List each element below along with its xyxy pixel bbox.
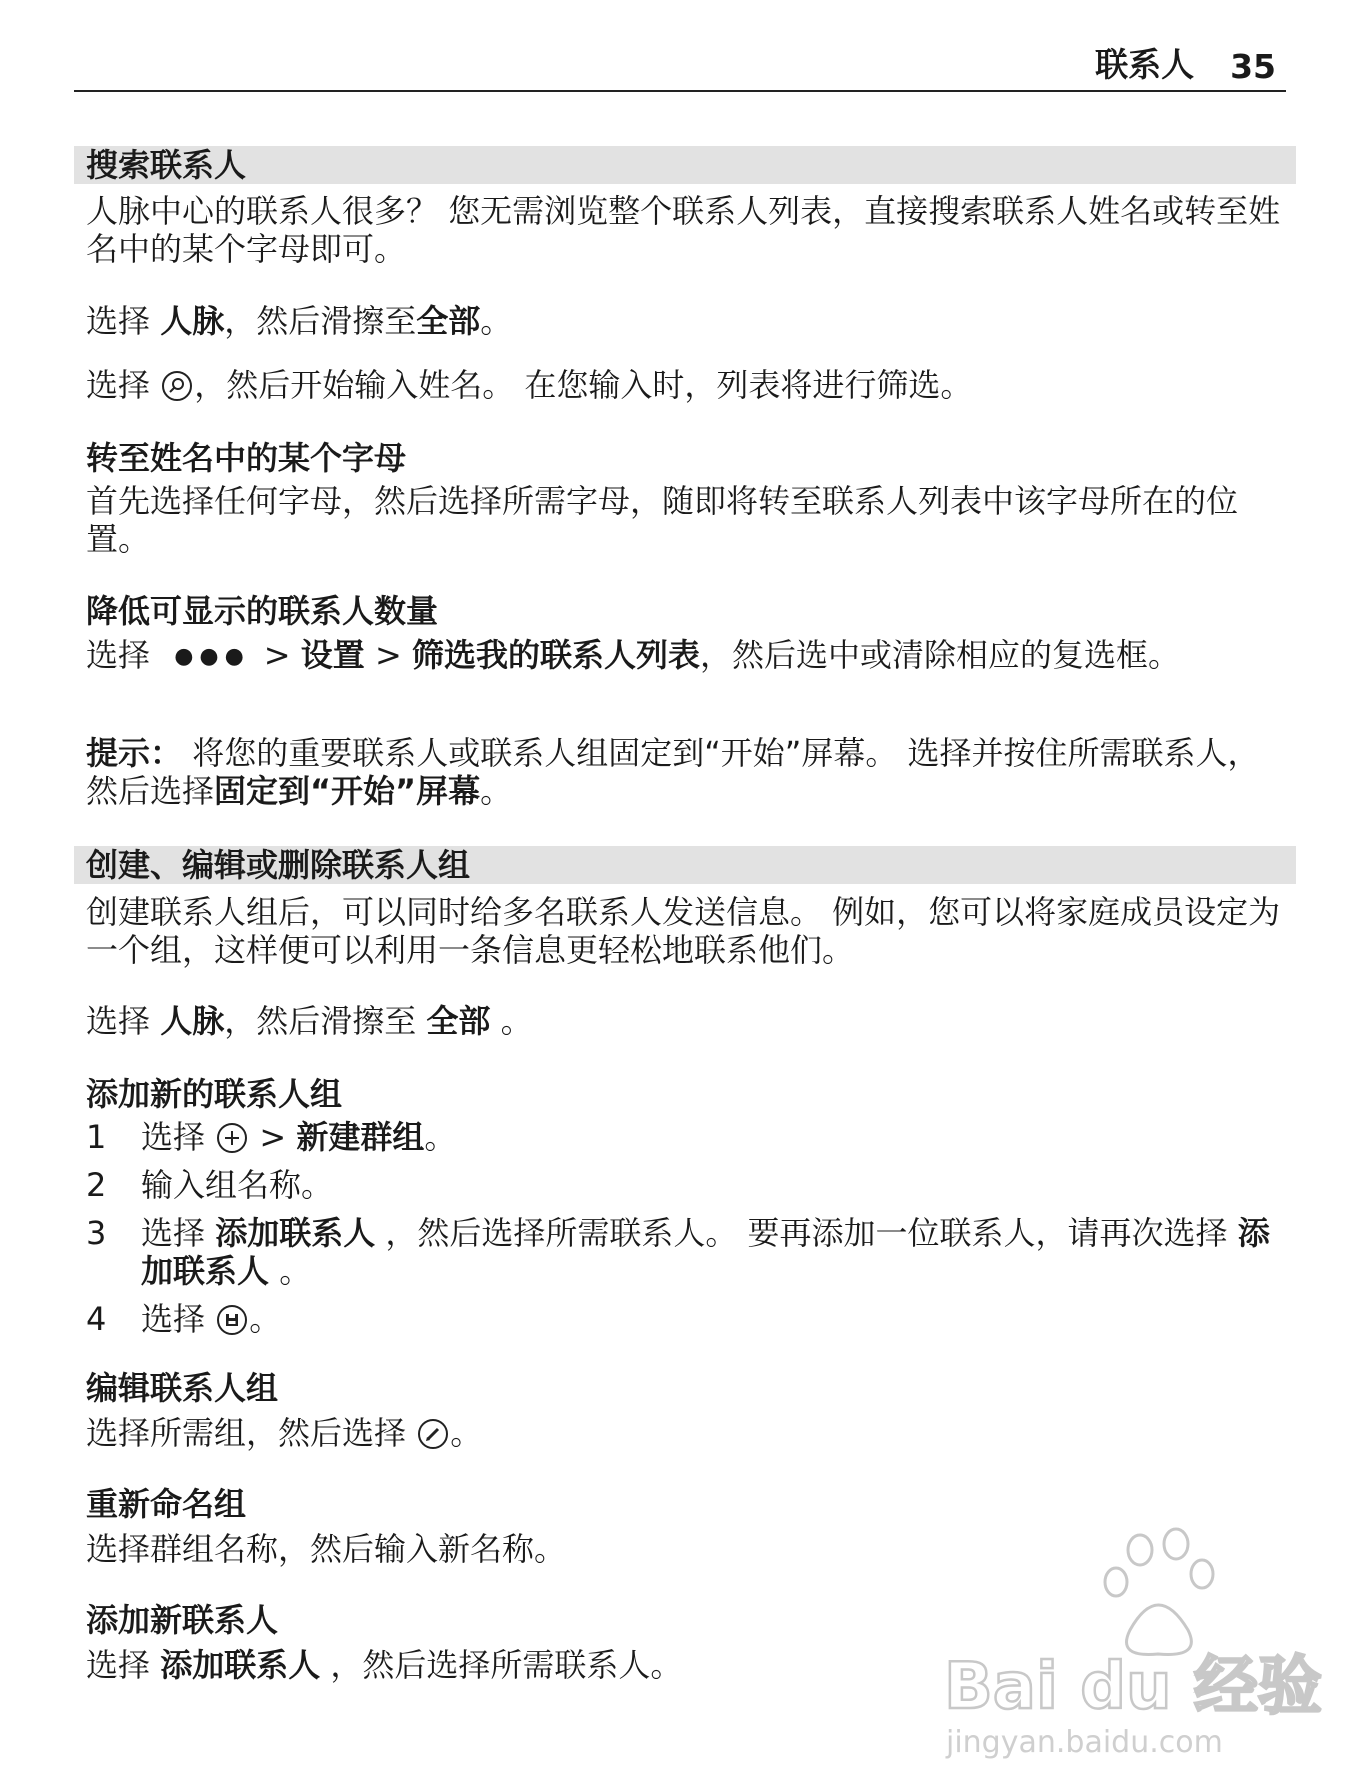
search-icon: [162, 371, 192, 401]
edit-icon: [418, 1419, 448, 1449]
page-header: [74, 44, 1286, 92]
list-item: 2 输入组名称。: [86, 1166, 334, 1204]
search-step2: 选择 ，然后开始输入姓名。 在您输入时，列表将进行筛选。: [86, 366, 973, 404]
edit-group-title: 编辑联系人组: [86, 1369, 279, 1407]
jump-letter-text: 首先选择任何字母，然后选择所需字母，随即将转至联系人列表中该字母所在的位置。: [86, 482, 1239, 558]
tip-text: 提示： 将您的重要联系人或联系人组固定到“开始”屏幕。 选择并按住所需联系人，然后选择固定到“开始”屏幕。: [86, 734, 1260, 810]
ellipsis-icon: ●●●: [174, 644, 250, 669]
add-group-title: 添加新的联系人组: [86, 1075, 343, 1113]
section-title-search: 搜索联系人: [74, 146, 1296, 184]
watermark-url: jingyan.baidu.com: [946, 1725, 1223, 1760]
add-contact-text: 选择 添加联系人 ，然后选择所需联系人。: [86, 1646, 683, 1684]
list-item: 4 选择 。: [86, 1300, 282, 1338]
group-step1: 选择 人脉，然后滑擦至 全部 。: [86, 1002, 533, 1040]
reduce-text: 选择 ●●● > 设置 > 筛选我的联系人列表，然后选中或清除相应的复选框。: [86, 636, 1180, 674]
paw-logo-icon: [1105, 1529, 1213, 1655]
list-item: 1 选择 > 新建群组。: [86, 1118, 457, 1156]
page-number: 35: [1230, 47, 1276, 86]
reduce-title: 降低可显示的联系人数量: [86, 592, 439, 630]
list-item: 3 选择 添加联系人 ，然后选择所需联系人。 要再添加一位联系人，请再次选择 添加联系人 。: [86, 1214, 1270, 1290]
rename-group-title: 重新命名组: [86, 1485, 247, 1523]
jump-letter-title: 转至姓名中的某个字母: [86, 439, 407, 477]
group-intro: 创建联系人组后，可以同时给多名联系人发送信息。 例如，您可以将家庭成员设定为一个组，这样便可以利用一条信息更轻松地联系他们。: [86, 893, 1281, 969]
section-title-groups: 创建、编辑或删除联系人组: [74, 846, 1296, 884]
rename-group-text: 选择群组名称，然后输入新名称。: [86, 1530, 567, 1568]
save-icon: [217, 1305, 247, 1335]
baidu-watermark: [940, 1530, 1322, 1760]
search-intro: 人脉中心的联系人很多？ 您无需浏览整个联系人列表，直接搜索联系人姓名或转至姓名中的某个字母即可。: [86, 192, 1281, 268]
watermark-brand: Bai du 经验: [944, 1650, 1322, 1724]
add-group-steps: [86, 1118, 1286, 1338]
search-step1: 选择 人脉，然后滑擦至全部。: [86, 302, 513, 340]
add-contact-title: 添加新联系人: [86, 1601, 279, 1639]
add-icon: [217, 1123, 247, 1153]
edit-group-text: 选择所需组，然后选择 。: [86, 1414, 483, 1452]
header-title: 联系人: [1095, 45, 1195, 84]
